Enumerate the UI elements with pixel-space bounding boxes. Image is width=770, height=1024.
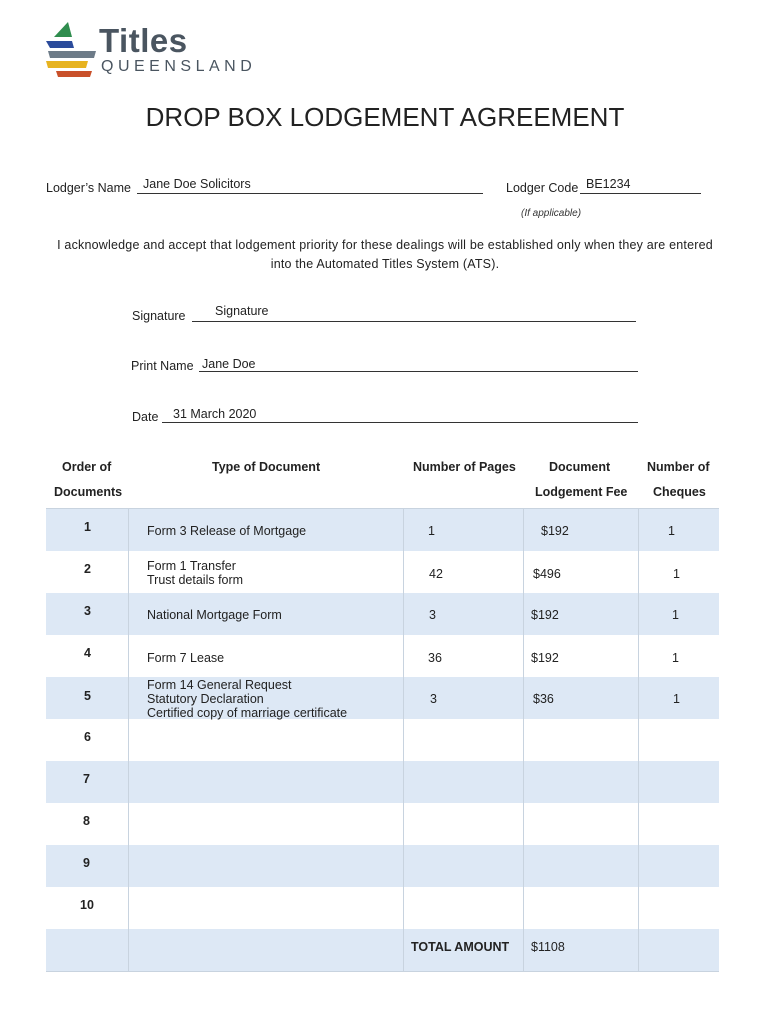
logo-blue-stripe (46, 41, 74, 48)
row-9-order: 9 (83, 856, 90, 870)
logo-grey-stripe (48, 51, 96, 58)
acknowledgement-line-1: I acknowledge and accept that lodgement priority for these dealings will be established only when they are entered (57, 238, 713, 252)
row-7-order: 7 (83, 772, 90, 786)
acknowledgement-line-2: into the Automated Titles System (ATS). (270, 257, 500, 271)
logo-yellow-stripe (46, 61, 88, 68)
header-fee-line-1: Document (549, 460, 611, 474)
row-2-type-line-2[interactable]: Trust details form (147, 573, 244, 587)
print-name-line (199, 371, 638, 372)
table-col-divider-3 (523, 509, 524, 971)
row-2-fee[interactable]: $496 (533, 567, 561, 581)
header-type-of-document: Type of Document (212, 460, 321, 474)
row-4-order: 4 (84, 646, 91, 660)
table-row-9-bg (46, 845, 719, 887)
total-amount-label: TOTAL AMOUNT (411, 940, 510, 954)
row-5-order: 5 (84, 689, 91, 703)
table-col-divider-4 (638, 509, 639, 971)
lodger-name-label: Lodger’s Name (46, 181, 132, 195)
print-name-label: Print Name (131, 359, 194, 373)
lodger-code-field[interactable]: BE1234 (586, 177, 631, 191)
row-2-type-line-1[interactable]: Form 1 Transfer (147, 559, 236, 573)
row-3-type-line-1[interactable]: National Mortgage Form (147, 608, 282, 622)
row-2-cheques[interactable]: 1 (673, 567, 680, 581)
row-2-order: 2 (84, 562, 91, 576)
lodger-code-note: (If applicable) (521, 208, 582, 219)
date-line (162, 422, 638, 423)
row-4-pages[interactable]: 36 (428, 651, 442, 665)
page-title: DROP BOX LODGEMENT AGREEMENT (145, 102, 625, 132)
acknowledgement-text (40, 236, 730, 274)
print-name-field[interactable]: Jane Doe (202, 357, 256, 371)
total-amount-value[interactable]: $1108 (531, 940, 565, 954)
row-3-pages[interactable]: 3 (429, 608, 436, 622)
row-5-fee[interactable]: $36 (533, 692, 554, 706)
logo-green-stripe (54, 22, 72, 37)
row-5-type-line-2[interactable]: Statutory Declaration (147, 692, 264, 706)
header-cheques-line-2: Cheques (653, 485, 706, 499)
row-4-type-line-1[interactable]: Form 7 Lease (147, 651, 225, 665)
row-10-order: 10 (80, 898, 94, 912)
logo-orange-stripe (56, 71, 92, 77)
row-3-order: 3 (84, 604, 91, 618)
table-col-divider-2 (403, 509, 404, 971)
row-4-cheques[interactable]: 1 (672, 651, 679, 665)
table-top-border (46, 508, 719, 509)
row-5-pages[interactable]: 3 (430, 692, 437, 706)
logo-wordmark: Titles (99, 22, 188, 59)
row-4-fee[interactable]: $192 (531, 651, 559, 665)
row-1-type-line-1[interactable]: Form 3 Release of Mortgage (147, 524, 307, 538)
row-5-type-line-3[interactable]: Certified copy of marriage certificate (147, 706, 348, 720)
header-cheques-line-1: Number of (647, 460, 710, 474)
row-1-order: 1 (84, 520, 91, 534)
signature-field[interactable]: Signature (215, 304, 269, 318)
row-5-type-line-1[interactable]: Form 14 General Request (147, 678, 292, 692)
table-col-divider-1 (128, 509, 129, 971)
row-3-fee[interactable]: $192 (531, 608, 559, 622)
date-field[interactable]: 31 March 2020 (173, 407, 257, 421)
row-5-cheques[interactable]: 1 (673, 692, 680, 706)
row-1-fee[interactable]: $192 (541, 524, 569, 538)
row-2-pages[interactable]: 42 (429, 567, 443, 581)
logo-subtitle: QUEENSLAND (101, 58, 257, 75)
header-number-of-pages: Number of Pages (413, 460, 516, 474)
lodger-code-label: Lodger Code (506, 181, 579, 195)
signature-label: Signature (132, 309, 186, 323)
table-total-row-bg (46, 929, 719, 971)
header-order-line-2: Documents (54, 485, 123, 499)
lodger-code-line (580, 193, 701, 194)
row-3-cheques[interactable]: 1 (672, 608, 679, 622)
table-bottom-border (46, 971, 719, 972)
lodger-name-line (137, 193, 483, 194)
header-fee-line-2: Lodgement Fee (535, 485, 628, 499)
row-1-pages[interactable]: 1 (428, 524, 435, 538)
table-row-7-bg (46, 761, 719, 803)
row-8-order: 8 (83, 814, 90, 828)
lodger-name-field[interactable]: Jane Doe Solicitors (143, 177, 251, 191)
row-1-cheques[interactable]: 1 (668, 524, 675, 538)
date-label: Date (132, 410, 159, 424)
row-6-order: 6 (84, 730, 91, 744)
signature-line (192, 321, 636, 322)
header-order-line-1: Order of (62, 460, 112, 474)
